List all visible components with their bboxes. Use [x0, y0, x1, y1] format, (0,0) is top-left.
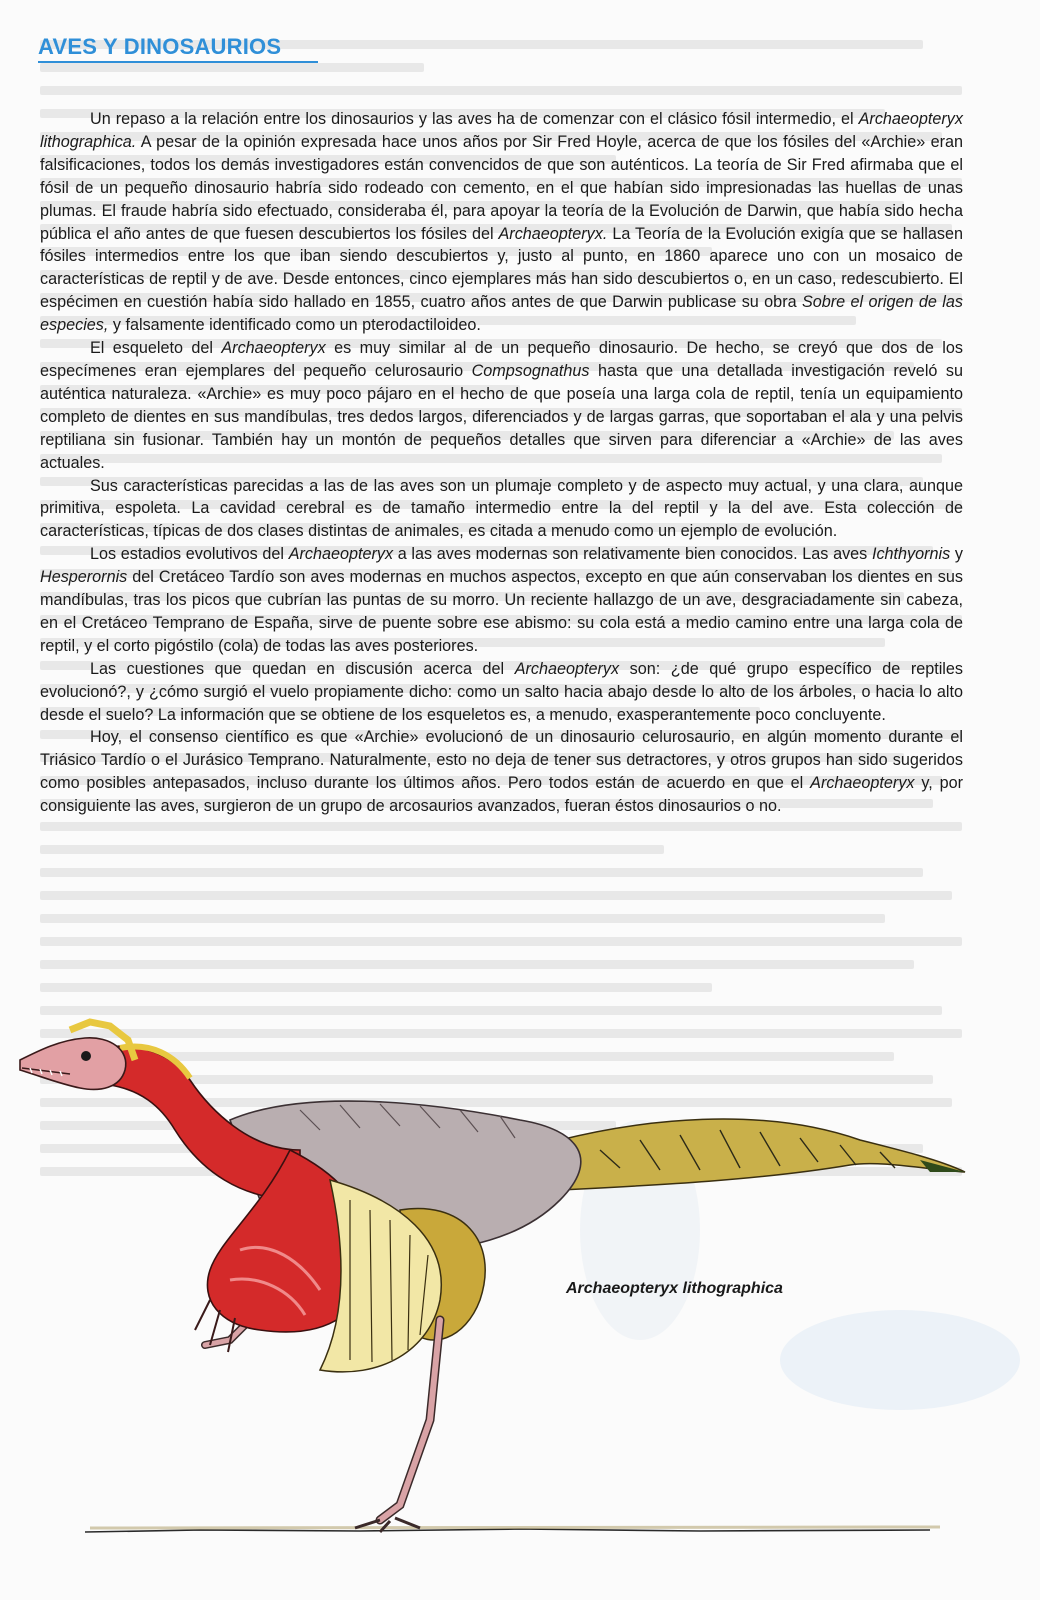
italic-term: Hesperornis — [40, 568, 128, 587]
paragraph — [40, 726, 963, 818]
italic-term: Archaeopteryx lithographica. — [40, 110, 963, 151]
paragraph — [40, 108, 963, 337]
italic-term: Compsognathus — [471, 361, 590, 380]
text-run: El esqueleto del — [90, 339, 222, 358]
italic-term: Archaeopteryx. — [498, 224, 608, 243]
text-run: Las cuestiones que quedan en discusión acerca del — [90, 659, 515, 678]
text-run: La Teoría de la Evolución exigía que se hallasen fósiles intermedios entre los que iban siendo descubiertos y, justo al punto, en 1860 aparece uno con un mosaico de características de reptil y de ave. Desde entonces, cinco ejemplares más han sido descubiertos o, en un caso, redescubierto. El espécimen en cuestión había sido hallado en 1855, cuatro años antes de que Darwin publicase su obra — [40, 224, 963, 312]
archaeopteryx-illustration — [0, 1000, 1040, 1560]
page-title: AVES Y DINOSAURIOS — [38, 34, 282, 59]
text-run: y — [950, 545, 964, 564]
italic-term: Archaeopteryx — [810, 774, 915, 793]
illustration-caption: Archaeopteryx lithographica — [566, 1280, 783, 1297]
paragraph — [40, 337, 963, 474]
paragraph — [40, 543, 963, 658]
article-body — [40, 108, 963, 818]
text-run: Sus características parecidas a las de las aves son un plumaje completo y de aspecto muy actual, y una clara, aunque primitiva, espoleta. La cavidad cerebral es de tamaño intermedio entre la del reptil y la del ave. Esta colección de características, típicas de dos clases distintas de animales, es citada a menudo como un ejemplo de evolución. — [40, 476, 963, 541]
text-run: a las aves modernas son relativamente bien conocidos. Las aves — [393, 545, 872, 564]
text-run: Un repaso a la relación entre los dinosaurios y las aves ha de comenzar con el clásico fósil intermedio, el — [90, 110, 859, 128]
text-run: hasta que una detallada investigación reveló su auténtica naturaleza. «Archie» es muy poco pájaro en el hecho de que poseía una larga cola de reptil, tenía un equipamiento completo de dientes en sus mandíbulas, tres dedos largos, diferenciados y de largas garras, que soportaban el ala y una pelvis reptiliana sin fusionar. También hay un montón de pequeños detalles que sirven para diferenciar a «Archie» de las aves actuales. — [40, 361, 963, 472]
italic-term: Archaeopteryx — [288, 545, 394, 564]
title-underline — [38, 61, 318, 63]
paragraph — [40, 658, 963, 727]
text-run: A pesar de la opinión expresada hace unos años por Sir Fred Hoyle, acerca de que los fósiles del «Archie» eran falsificaciones, todos los demás investigadores están convencidos de que son auténticos. La teoría de Sir Fred afirmaba que el fósil de un pequeño dinosaurio habría sido rodeado con cemento, en el que habían sido impresionadas las huellas de unas plumas. El fraude habría sido efectuado, consideraba él, para apoyar la teoría de la Evolución de Darwin, que había sido hecha pública el año antes de que fuesen descubiertos los fósiles del — [40, 132, 963, 243]
text-run: Los estadios evolutivos del — [90, 545, 289, 564]
italic-term: Sobre el origen de las especies, — [40, 293, 963, 335]
paragraph — [40, 475, 963, 544]
text-run: son: ¿de qué grupo específico de reptiles evolucionó?, y ¿cómo surgió el vuelo propiamente dicho: como un salto hacia abajo desde lo alto de los árboles, o hacia lo alto desde el suelo? La información que se obtiene de los esqueletos es, a menudo, exasperantemente poco concluyente. — [40, 659, 963, 724]
text-run: es muy similar al de un pequeño dinosaurio. De hecho, se creyó que dos de los especímenes eran ejemplares del pequeño celurosaurio — [40, 339, 963, 380]
italic-term: Ichthyornis — [871, 545, 951, 564]
text-run: Hoy, el consenso científico es que «Archie» evolucionó de un dinosaurio celurosaurio, en algún momento durante el Triásico Tardío o el Jurásico Temprano. Naturalmente, esto no deja de tener sus detractores, y otros grupos han sido sugeridos como posibles antepasados, incluso durante los últimos años. Pero todos están de acuerdo en que el — [40, 728, 963, 793]
italic-term: Archaeopteryx — [514, 659, 620, 678]
text-run: del Cretáceo Tardío son aves modernas en muchos aspectos, excepto en que aún conservaban los dientes en sus mandíbulas, tras los picos que cubrían las puntas de su morro. Un reciente hallazgo de un ave, desgraciadamente sin cabeza, en el Cretáceo Temprano de España, sirve de puente sobre ese abismo: su cola está a medio camino entre una larga cola de reptil, y el corto pigóstilo (cola) de todas las aves posteriores. — [40, 568, 963, 655]
text-run: y falsamente identificado como un pterodactiloideo. — [108, 316, 481, 335]
italic-term: Archaeopteryx — [221, 339, 326, 358]
text-run: y, por consiguiente las aves, surgieron de un grupo de arcosaurios avanzados, fueran éstos dinosaurios o no. — [40, 774, 963, 816]
